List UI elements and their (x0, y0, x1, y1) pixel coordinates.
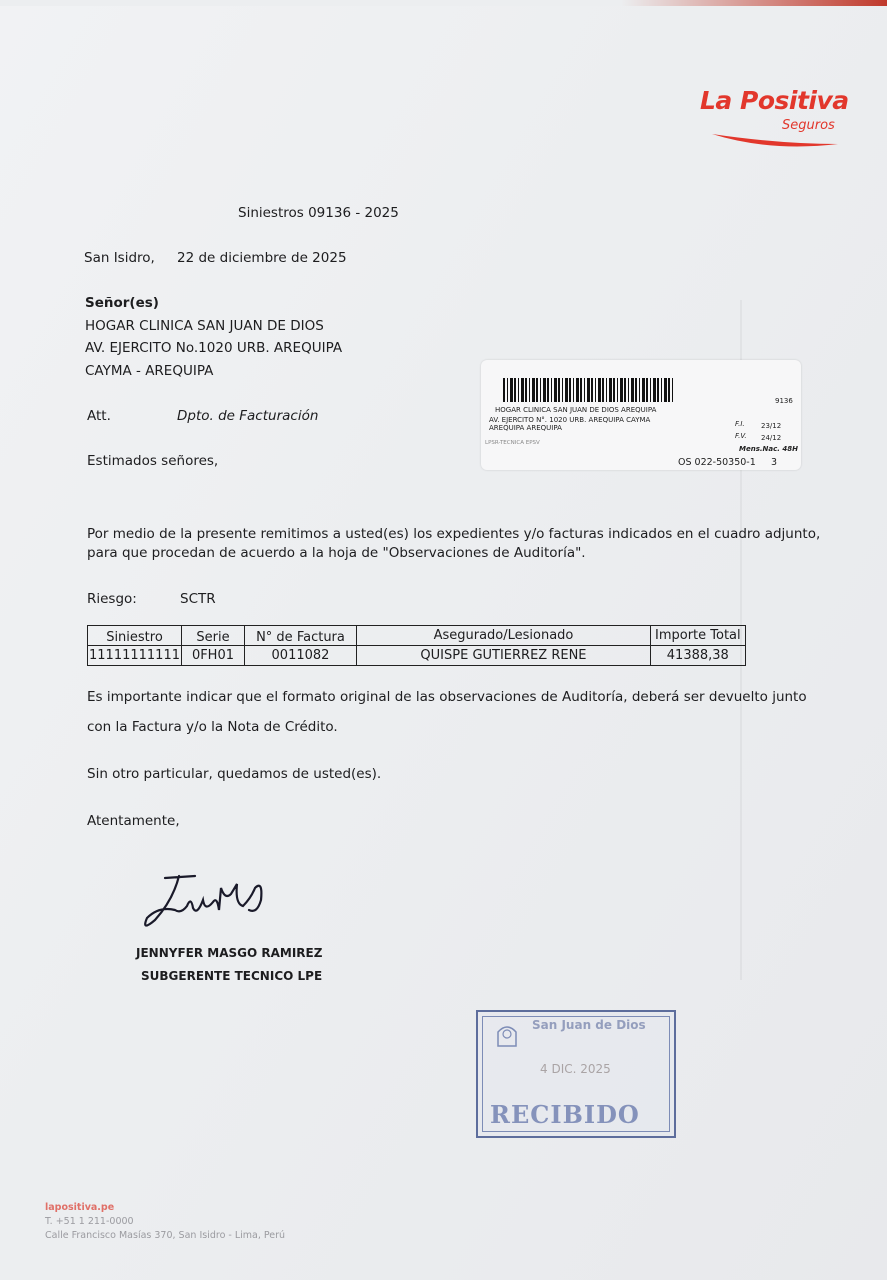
table-row (88, 646, 746, 666)
stamp-crest-icon (492, 1018, 522, 1048)
recipient-line-2: AV. EJERCITO No.1020 URB. AREQUIPA (85, 340, 343, 356)
cell-factura: 0011082 (244, 646, 356, 666)
header-serie: Serie (181, 626, 244, 646)
shipping-label (481, 360, 801, 470)
logo-subtitle: Seguros (782, 118, 835, 133)
label-fv-label: F.V. (735, 432, 747, 440)
paper-edge (0, 0, 887, 6)
date: 22 de diciembre de 2025 (177, 250, 347, 266)
label-fv-value: 24/12 (761, 434, 782, 442)
header-importe: Importe Total (650, 626, 745, 646)
att-label: Att. (87, 408, 111, 424)
cell-siniestro: 11111111111 (88, 646, 182, 666)
footer-phone: T. +51 1 211-0000 (45, 1216, 134, 1227)
closing-salutation: Atentamente, (87, 813, 180, 829)
salutation-title: Señor(es) (85, 295, 159, 311)
body-paragraph-1a: Por medio de la presente remitimos a usted(es) los expedientes y/o facturas indicados en el cuadro adjunto, (87, 526, 821, 542)
la-positiva-logo (700, 86, 849, 133)
body-paragraph-1b: para que procedan de acuerdo a la hoja de "Observaciones de Auditoría". (87, 545, 586, 561)
label-address-1: HOGAR CLINICA SAN JUAN DE DIOS AREQUIPA (495, 406, 657, 414)
place: San Isidro, (84, 250, 155, 266)
greeting: Estimados señores, (87, 453, 219, 469)
reference-line: Siniestros 09136 - 2025 (238, 205, 399, 221)
cell-serie: 0FH01 (181, 646, 244, 666)
stamp-received: RECIBIDO (490, 1100, 640, 1129)
logo-swoosh-icon (710, 130, 840, 152)
recipient-line-1: HOGAR CLINICA SAN JUAN DE DIOS (85, 318, 324, 334)
invoice-table (87, 625, 746, 666)
signer-title: SUBGERENTE TECNICO LPE (141, 969, 323, 983)
footer-address: Calle Francisco Masías 370, San Isidro - Lima, Perú (45, 1230, 286, 1241)
header-factura: N° de Factura (244, 626, 356, 646)
label-address-3: AREQUIPA AREQUIPA (489, 424, 562, 432)
stamp-date: 4 DIC. 2025 (540, 1062, 611, 1076)
signer-name: JENNYFER MASGO RAMIREZ (136, 946, 323, 960)
risk-label: Riesgo: (87, 591, 137, 607)
header-siniestro: Siniestro (88, 626, 182, 646)
logo-wordmark: La Positiva (700, 86, 849, 115)
label-small: LPSR-TECNICA EPSV (485, 440, 540, 446)
label-code: 9136 (775, 397, 793, 405)
cell-importe: 41388,38 (650, 646, 745, 666)
body-paragraph-2a: Es importante indicar que el formato original de las observaciones de Auditoría, deberá ser devuelto junto (87, 689, 807, 705)
label-os: OS 022-50350-1 (678, 457, 756, 468)
label-mens: Mens.Nac. 48H (739, 445, 798, 453)
closing-line: Sin otro particular, quedamos de usted(es). (87, 766, 382, 782)
table-header-row (88, 626, 746, 646)
barcode (503, 378, 673, 402)
recipient-line-3: CAYMA - AREQUIPA (85, 363, 214, 379)
label-address-2: AV. EJERCITO N°. 1020 URB. AREQUIPA CAYMA (489, 416, 651, 424)
label-fi-value: 23/12 (761, 422, 782, 430)
handwritten-signature (135, 870, 295, 940)
received-stamp (476, 1010, 676, 1138)
stamp-organization: San Juan de Dios (532, 1018, 646, 1032)
footer-website: lapositiva.pe (45, 1202, 115, 1213)
header-asegurado: Asegurado/Lesionado (356, 626, 650, 646)
att-value: Dpto. de Facturación (177, 408, 319, 424)
risk-value: SCTR (180, 591, 216, 607)
body-paragraph-2b: con la Factura y/o la Nota de Crédito. (87, 719, 338, 735)
label-fi-label: F.I. (735, 420, 745, 428)
label-os-number: 3 (771, 457, 778, 468)
cell-asegurado: QUISPE GUTIERREZ RENE (356, 646, 650, 666)
